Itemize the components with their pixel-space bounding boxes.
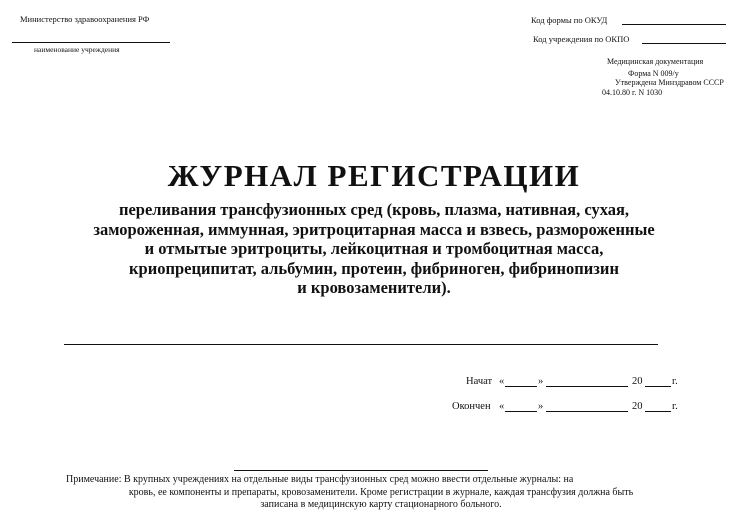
okud-code-label: Код формы по ОКУД [531,15,608,25]
open-quote: « [499,376,505,387]
start-year-line [645,386,671,387]
note-line: Примечание: В крупных учреждениях на отдельные виды трансфузионных сред можно ввести отдельные журналы: на [66,474,574,485]
subtitle-line: переливания трансфузионных сред (кровь, плазма, нативная, сухая, [118,200,630,219]
start-century: 20 [632,376,643,387]
institution-caption: наименование учреждения [34,45,120,54]
approved-by: Утверждена Минздравом СССР [615,78,724,87]
institution-name-line [12,42,170,43]
subtitle-line: криопреципитат, альбумин, протеин, фибриноген, фибринопизин [129,258,619,278]
note-line: кровь, ее компоненты и препараты, кровозаменители. Кроме регистрации в журнале, каждая трансфузия должна быть [128,486,634,498]
start-year-suffix: г. [672,376,678,387]
department-fill-line [64,344,658,345]
start-month-line [546,386,628,387]
start-label: Начат [466,376,493,387]
open-quote: « [499,401,505,412]
form-number: Форма N 009/у [628,69,679,78]
note-text [66,474,696,512]
end-month-line [546,411,628,412]
start-day-line [505,386,537,387]
end-year-line [645,411,671,412]
end-date-row [0,401,748,415]
subtitle-line: замороженная, иммунная, эритроцитарная масса и взвесь, размороженные [93,219,655,239]
ministry-name: Министерство здравоохранения РФ [20,14,150,24]
doc-type-label: Медицинская документация [607,57,704,66]
subtitle-line: и кровозаменители). [297,278,451,297]
end-century: 20 [632,401,643,412]
okpo-code-line [642,43,726,44]
close-quote: » [538,401,544,412]
subtitle-line: и отмытые эритроциты, лейкоцитная и тромбоцитная масса, [144,239,604,258]
end-day-line [505,411,537,412]
journal-title: ЖУРНАЛ РЕГИСТРАЦИИ [167,158,581,193]
note-line: записана в медицинскую карту стационарного больного. [260,499,502,510]
approval-date: 04.10.80 г. N 1030 [602,88,663,97]
start-date-row [0,376,748,390]
close-quote: » [538,376,544,387]
end-year-suffix: г. [672,401,678,412]
okpo-code-label: Код учреждения по ОКПО [533,34,630,44]
note-separator-line [234,470,488,471]
journal-subtitle [30,200,718,298]
okud-code-line [622,24,726,25]
end-label: Окончен [452,401,491,412]
